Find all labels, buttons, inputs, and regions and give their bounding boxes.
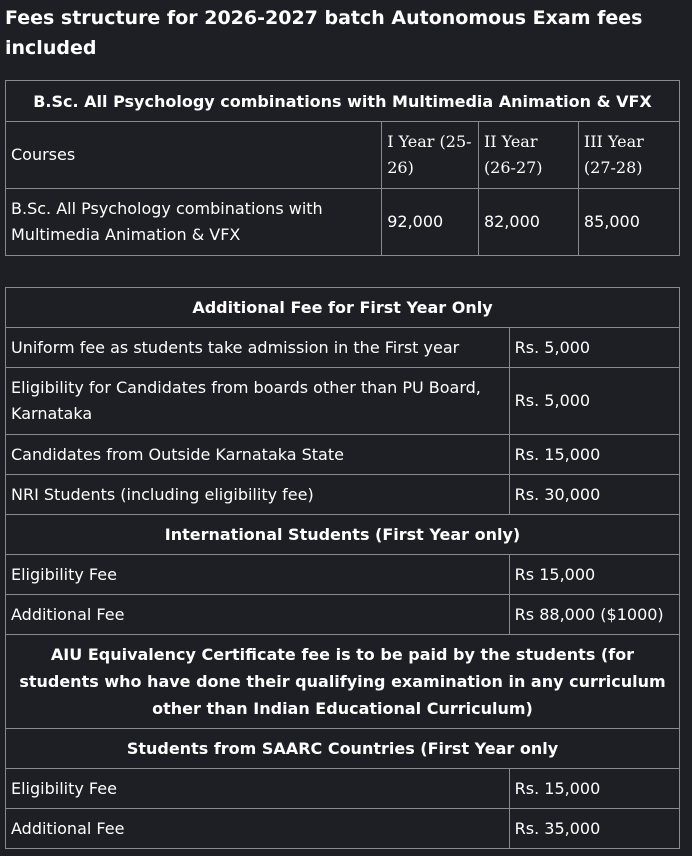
column-header-year-2: II Year (26-27) [478,122,578,189]
year-2-fee-cell: 82,000 [478,189,578,256]
table-row [6,555,680,595]
saarc-students-title: Students from SAARC Countries (First Year only [6,729,680,769]
column-header-year-3: III Year (27-28) [578,122,679,189]
table-row [6,368,680,435]
fee-label-cell: Eligibility Fee [6,555,510,595]
fee-value-cell: Rs 88,000 ($1000) [509,595,679,635]
fee-value-cell: Rs. 15,000 [509,769,679,809]
additional-fee-title: Additional Fee for First Year Only [6,288,680,328]
fee-label-cell: Eligibility Fee [6,769,510,809]
table-row [6,189,680,256]
fee-value-cell: Rs. 5,000 [509,328,679,368]
table-row [6,769,680,809]
fee-value-cell: Rs. 15,000 [509,435,679,475]
fee-label-cell: Candidates from Outside Karnataka State [6,435,510,475]
page-title: Fees structure for 2026-2027 batch Autonomous Exam fees included [5,7,643,59]
aiu-equivalency-note: AIU Equivalency Certificate fee is to be paid by the students (for students who have done their qualifying examination in any curriculum other than Indian Educational Curriculum) [6,635,680,729]
year-1-fee-cell: 92,000 [382,189,479,256]
course-name-cell: B.Sc. All Psychology combinations with Multimedia Animation & VFX [6,189,382,256]
fee-label-cell: Additional Fee [6,809,510,849]
fee-value-cell: Rs. 30,000 [509,475,679,515]
table-row [6,595,680,635]
table-row [6,475,680,515]
column-header-courses: Courses [6,122,382,189]
fee-value-cell: Rs 15,000 [509,555,679,595]
table-row [6,809,680,849]
table-row [6,328,680,368]
fee-label-cell: NRI Students (including eligibility fee) [6,475,510,515]
additional-fee-table [5,287,680,849]
fee-label-cell: Uniform fee as students take admission in the First year [6,328,510,368]
international-students-title: International Students (First Year only) [6,515,680,555]
course-table-title: B.Sc. All Psychology combinations with Multimedia Animation & VFX [6,81,680,122]
table-row [6,435,680,475]
column-header-year-1: I Year (25-26) [382,122,479,189]
course-fee-table [5,80,680,256]
fee-value-cell: Rs. 35,000 [509,809,679,849]
year-3-fee-cell: 85,000 [578,189,679,256]
fee-label-cell: Eligibility for Candidates from boards other than PU Board, Karnataka [6,368,510,435]
fee-value-cell: Rs. 5,000 [509,368,679,435]
fee-label-cell: Additional Fee [6,595,510,635]
